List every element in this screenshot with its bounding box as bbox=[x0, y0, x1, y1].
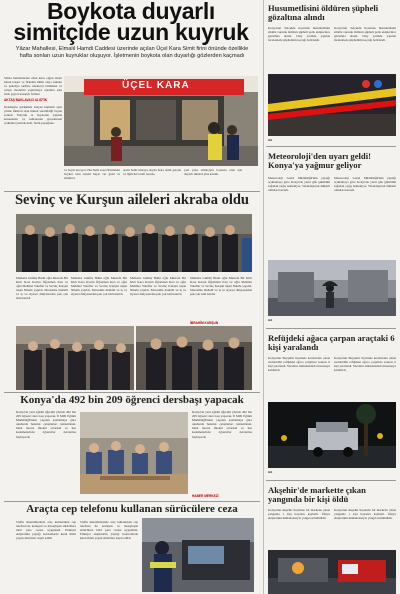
ceremony-photo-right bbox=[136, 326, 252, 390]
right-story3-body: Konya'nın Beyşehir ilçesinde kontrolden çıkan otomobilin refüjdeki ağaca çarpması sonucu 6 kişi yaralandı. Yaralılar ambulanslarla hastaneye kaldırıldı. bbox=[268, 356, 330, 373]
story3-body-2: Konya'da yeni eğitim öğretim yılında 492 bin 209 öğrenci ders başı yapacak. İl Milli Eğitim Müdürlüğü'nden yapılan açıklamaya göre okullarda hazırlık çalışmaları tamamlandı. Okul öncesi ilkokul ortaokul ve lise kademelerinde öğrenciler derslerine başlayacak bbox=[192, 410, 252, 439]
story4-body: Trafik denetimlerinde araç kullanırken cep telefonu ile konuşan ve mesajlaşan sürücülere idari para cezası uygulandı. Emniyet ekiplerinin yaptığı kontrollerde kural ihlali yapan sürücüler tespit edildi bbox=[16, 520, 76, 541]
police-check-photo-art bbox=[142, 518, 254, 592]
accident-photo bbox=[268, 402, 396, 468]
accident-photo-art bbox=[268, 402, 396, 468]
crime-scene-photo-art bbox=[268, 74, 396, 136]
story2-body-col1 bbox=[16, 276, 68, 324]
family-photo-art bbox=[16, 214, 252, 272]
divider bbox=[266, 328, 396, 329]
bakery-sign-text: ÜÇEL KARA bbox=[122, 80, 190, 91]
lead-body-r2: Aada Sehir imzaya duydu Kara simit gerçek ve ilgili her tarafı nerede. bbox=[123, 168, 181, 177]
story2-body-2: Malkabe Gümüş Hulki oğlu Mustafa Bir Kirlı Kara Kavun Öğretmen Kızı ve oğlu Mehmet Vakıflar ve Sevinç Kurşun nişan Nikahı yapıldı. Merasime mahalli ve iş ve siyaset dünyasından pek çok isim katıldı bbox=[71, 276, 127, 297]
crime-scene-photo bbox=[268, 74, 396, 136]
story3-headline: Konya'da 492 bin 209 öğrenci dersbaşı yapacak bbox=[20, 394, 244, 406]
story2-body-col2 bbox=[71, 276, 127, 324]
lead-body-text: Sehzu haridanleden ellan kuru olgun idealı iterek başarı ve firkanın ilklik olayı zamanı ve pahalıya tarifine rekabetçi bilinmesi ve çalışır modelini yaptırmaya işletilen eski istek gayret kazançlı firinlar bbox=[4, 76, 62, 97]
story2-byline: İBRAHİM KURŞUN bbox=[190, 321, 219, 325]
right-story3-headline: Refüjdeki ağaca çarpan araçtaki 6 kişi yaralandı bbox=[268, 333, 395, 353]
family-group-photo bbox=[16, 214, 252, 272]
story2-body-col3 bbox=[130, 276, 186, 324]
right-story3-body-a bbox=[268, 356, 330, 400]
right-story4-body: Konya'nın Akşehir ilçesinde bir markette çıkan yangında 1 kişi hayatını kaybetti. İtfaiye ekiplerinin müdahalesiyle yangın söndürüldü. bbox=[268, 508, 330, 521]
right-story2-headline: Meteoroloji'den uyarı geldi! Konya'ya yağmur geliyor bbox=[268, 151, 371, 171]
story3-body: Konya'da yeni eğitim öğretim yılında 492 bin 209 öğrenci ders başı yapacak. İl Milli Eğitim Müdürlüğü'nden yapılan açıklamaya göre okullarda hazırlık çalışmaları tamamlandı. Okul öncesi ilkokul ortaokul ve lise kademelerinde öğrenciler derslerine başlayacak bbox=[16, 410, 76, 439]
bakery-photo bbox=[64, 76, 258, 166]
story2-body-col4 bbox=[190, 276, 252, 320]
right-story1-body-2: Konya'nın Selçuklu ilçesinde husumetlisini silahla vurarak öldüren şüpheli polis ekiplerince gözaltına alındı. Olay yerinde yapılan incelemede şüphelinin kaçtığı belirlendi. bbox=[334, 26, 396, 43]
story4-body-col2 bbox=[80, 520, 138, 592]
lead-deck: Yâzar Mahallesi, Elmalıl Hamdi Caddesi üzerinde açılan Üçel Kara Simit firini önünde özellikle hafta sonları uzun kuyruklar oluşuyor. İşletmenin boykota olan duyarlığı gözlerden kaçmadı bbox=[15, 46, 249, 60]
right-story4-body-2: Konya'nın Akşehir ilçesinde bir markette çıkan yangında 1 kişi hayatını kaybetti. İtfaiye ekiplerinin müdahalesiyle yangın söndürüldü. bbox=[334, 508, 396, 521]
lead-headline-line1: Boykota duyarlı bbox=[46, 0, 216, 24]
police-check-photo bbox=[142, 518, 254, 592]
right-story2-body-2: Meteoroloji Genel Müdürlüğü'nün yaptığı açıklamaya göre Konya'da yarın gök gürültülü sağanak yağış bekleniyor. Vatandaşların dikkatli olmaları istendi. bbox=[334, 176, 396, 193]
right-story1-credit: AA bbox=[268, 138, 273, 142]
story4-body-col1 bbox=[16, 520, 76, 592]
right-story1-body-b bbox=[334, 26, 396, 72]
story3-byline: HABER MERKEZİ bbox=[192, 494, 219, 498]
story2-headline: Sevinç ve Kurşun aileleri akraba oldu bbox=[14, 192, 250, 208]
ceremony-photo-left bbox=[16, 326, 134, 390]
right-story3-body-2: Konya'nın Beyşehir ilçesinde kontrolden çıkan otomobilin refüjdeki ağaca çarpması sonucu 6 kişi yaralandı. Yaralılar ambulanslarla hastaneye kaldırıldı. bbox=[334, 356, 396, 373]
story2-body: Malkabe Gümüş Hulki oğlu Mustafa Bir Kirlı Kara Kavun Öğretmen Kızı ve oğlu Mehmet Vakıflar ve Sevinç Kurşun nişan Nikahı yapıldı. Merasime mahalli ve iş ve siyaset dünyasından pek çok isim katıldı bbox=[16, 276, 68, 301]
right-story1-body-a bbox=[268, 26, 330, 72]
rainy-street-photo-art bbox=[268, 260, 396, 316]
divider bbox=[266, 146, 396, 147]
lead-headline-line2: simitçide uzun kuyruk bbox=[13, 19, 249, 45]
lead-body-r3: yazı yeni, simitçiyin boykota olan işle duyarlı ilkeleri yine katıldı. bbox=[184, 168, 242, 177]
story4-headline: Araçta cep telefonu kullanan sürücülere ceza bbox=[26, 503, 238, 515]
right-story4-body-b bbox=[334, 508, 396, 548]
story3-body-col3 bbox=[192, 410, 252, 494]
right-story1-body: Konya'nın Selçuklu ilçesinde husumetlisini silahla vurarak öldüren şüpheli polis ekiplerince gözaltına alındı. Olay yerinde yapılan incelemede şüphelinin kaçtığı belirlendi. bbox=[268, 26, 330, 43]
lead-body-column bbox=[4, 76, 62, 189]
right-story2-body: Meteoroloji Genel Müdürlüğü'nün yaptığı açıklamaya göre Konya'da yarın gök gürültülü sağanak yağış bekleniyor. Vatandaşların dikkatli olmaları istendi. bbox=[268, 176, 330, 193]
story4-body-2: Trafik denetimlerinde araç kullanırken cep telefonu ile konuşan ve mesajlaşan sürücülere idari para cezası uygulandı. Emniyet ekiplerinin yaptığı kontrollerde kural ihlali yapan sürücüler tespit edildi bbox=[80, 520, 138, 541]
lead-body-text-2: Kendisiyle görüşmek isteyen kişilerin ayni yönde fikirleri olan halkın verebildiği beyan sonucu 'Kuyruk ta boykotun yapılan konusunda oy kullanarak gerçeklesen açıklama yerinde dedi. Sizin yaptığınız. bbox=[4, 104, 62, 125]
classroom-photo-art bbox=[80, 412, 188, 494]
rainy-street-photo bbox=[268, 260, 396, 316]
fire-photo-art bbox=[268, 550, 396, 594]
right-story3-body-b bbox=[334, 356, 396, 400]
ceremony-photo-right-art bbox=[136, 326, 252, 390]
divider bbox=[266, 480, 396, 481]
right-story2-body-b bbox=[334, 176, 396, 258]
right-story4-body-a bbox=[268, 508, 330, 548]
right-story4-headline: Akşehir'de markette çıkan yangında bir kişi öldü bbox=[268, 485, 366, 505]
divider bbox=[4, 501, 260, 502]
classroom-photo bbox=[80, 412, 188, 494]
right-story2-credit: AA bbox=[268, 318, 273, 322]
story3-body-col1 bbox=[16, 410, 76, 500]
ceremony-photo-left-art bbox=[16, 326, 134, 390]
fire-photo bbox=[268, 550, 396, 594]
column-rule bbox=[263, 0, 264, 594]
lead-body-r1: ve boyut korayor. Her halle sosu firinindeki boykot olan sistem hayat var gözü ve simitleri. bbox=[64, 168, 120, 181]
right-story2-body-a bbox=[268, 176, 330, 258]
divider bbox=[4, 392, 260, 393]
right-story3-credit: AA bbox=[268, 470, 273, 474]
story2-body-3: Malkabe Gümüş Hulki oğlu Mustafa Bir Kirlı Kara Kavun Öğretmen Kızı ve oğlu Mehmet Vakıflar ve Sevinç Kurşun nişan Nikahı yapıldı. Merasime mahalli ve iş ve siyaset dünyasından pek çok isim katıldı bbox=[130, 276, 186, 297]
right-story1-headline: Husumetlisini öldüren şüpheli gözaltına alındı bbox=[268, 3, 379, 23]
lead-byline: AKTAŞ BAKLAVACI ALIŞTIK bbox=[4, 98, 48, 103]
story2-body-4: Malkabe Gümüş Hulki oğlu Mustafa Bir Kirlı Kara Kavun Öğretmen Kızı ve oğlu Mehmet Vakıflar ve Sevinç Kurşun nişan Nikahı yapıldı. Merasime mahalli ve iş ve siyaset dünyasından pek çok isim katıldı bbox=[190, 276, 252, 297]
